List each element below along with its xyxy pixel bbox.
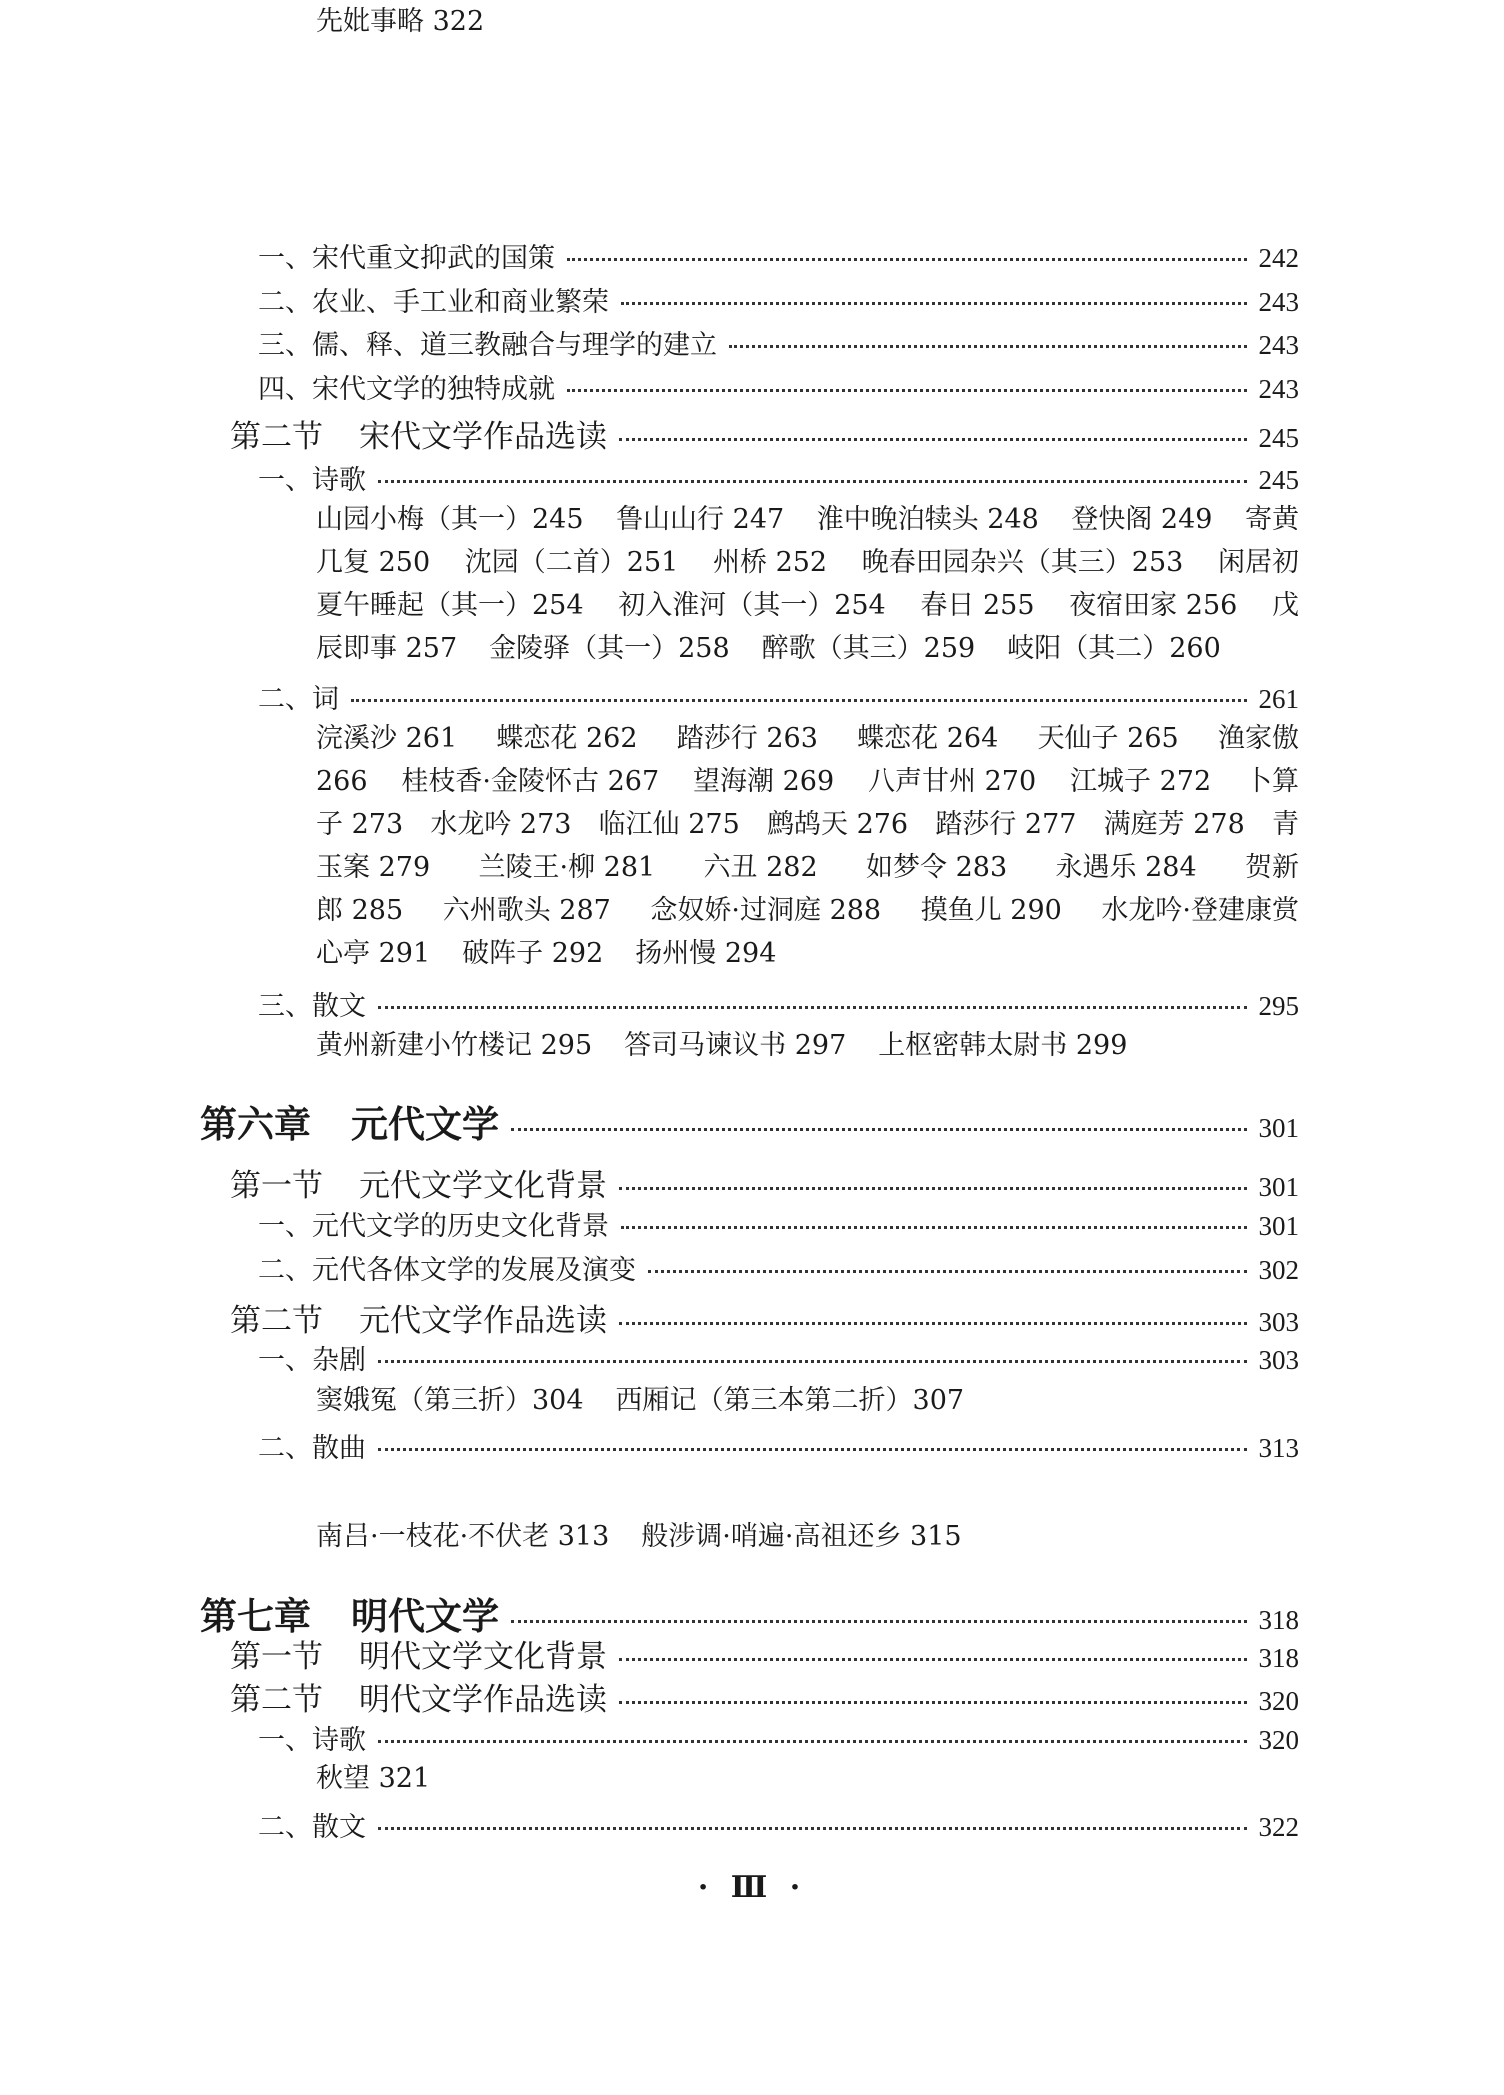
works-line <box>316 1515 1299 1558</box>
work-title[interactable]: 秋望 321 <box>316 1763 431 1794</box>
dot-leader <box>378 1827 1247 1830</box>
dot-leader <box>378 1740 1247 1743</box>
toc-works-list <box>316 1757 1299 1800</box>
toc-entry-number: 第二节 <box>230 1682 323 1718</box>
page-number: · Ⅲ · <box>697 1870 807 1905</box>
dot-leader <box>619 1701 1247 1704</box>
toc-entry-title: 二、散文 <box>258 1812 366 1843</box>
toc-subsection-entry[interactable] <box>258 1805 1299 1844</box>
work-title[interactable]: 踏莎行 277 <box>935 809 1077 840</box>
work-title[interactable]: 永遇乐 284 <box>1055 852 1197 883</box>
toc-entry-title: 明代文学 <box>351 1594 499 1638</box>
work-title[interactable]: 答司马谏议书 297 <box>624 1030 847 1061</box>
toc-page-number: 302 <box>1258 1255 1299 1285</box>
work-title[interactable]: 青 <box>1271 809 1299 840</box>
work-title[interactable]: 水龙吟 273 <box>430 809 572 840</box>
work-title[interactable]: 窦娥冤（第三折）304 <box>316 1385 584 1416</box>
work-title[interactable]: 266 <box>316 766 368 797</box>
toc-section-entry[interactable] <box>230 1631 1299 1676</box>
work-title[interactable]: 念奴娇·过洞庭 288 <box>650 895 882 926</box>
toc-works-list <box>316 1024 1299 1067</box>
toc-entry-title: 元代文学文化背景 <box>359 1168 607 1204</box>
toc-entry-title: 三、儒、释、道三教融合与理学的建立 <box>258 330 717 361</box>
toc-subsection-entry[interactable] <box>258 1718 1299 1757</box>
toc-works-list <box>316 0 1299 43</box>
work-title[interactable]: 浣溪沙 261 <box>316 723 458 754</box>
works-line <box>316 803 1299 846</box>
dot-leader <box>511 1128 1247 1131</box>
work-title[interactable]: 鹧鸪天 276 <box>766 809 909 840</box>
work-title[interactable]: 夏午睡起（其一）254 <box>316 590 584 621</box>
work-title[interactable]: 摸鱼儿 290 <box>920 895 1062 926</box>
work-title[interactable]: 如梦令 283 <box>866 852 1008 883</box>
work-title[interactable]: 郎 285 <box>316 895 404 926</box>
toc-page-number: 243 <box>1258 287 1299 317</box>
work-title[interactable]: 州桥 252 <box>712 547 828 578</box>
work-title[interactable]: 沈园（二首）251 <box>464 547 679 578</box>
work-title[interactable]: 岐阳（其二）260 <box>1007 633 1221 664</box>
toc-page-number: 295 <box>1258 991 1299 1021</box>
toc-page-number: 303 <box>1258 1345 1299 1375</box>
work-title[interactable]: 天仙子 265 <box>1037 723 1179 754</box>
toc-page-number: 313 <box>1258 1433 1299 1463</box>
work-title[interactable]: 南吕·一枝花·不伏老 313 <box>316 1521 610 1552</box>
toc-entry-title: 三、散文 <box>258 991 366 1022</box>
toc-entry-title: 一、杂剧 <box>258 1345 366 1376</box>
works-line <box>316 846 1299 889</box>
work-title[interactable]: 踏莎行 263 <box>676 723 818 754</box>
toc-subsection-entry[interactable] <box>258 1204 1299 1243</box>
toc-entry-title: 明代文学作品选读 <box>359 1682 607 1718</box>
work-title[interactable]: 上枢密韩太尉书 299 <box>878 1030 1128 1061</box>
dot-leader <box>378 1006 1247 1009</box>
works-line <box>316 1024 1299 1067</box>
work-title[interactable]: 水龙吟·登建康赏 <box>1101 895 1299 926</box>
dot-leader <box>619 438 1247 441</box>
works-line <box>316 627 1299 670</box>
works-line <box>316 717 1299 760</box>
toc-section-entry[interactable] <box>230 411 1299 456</box>
toc-section-entry[interactable] <box>230 1295 1299 1340</box>
toc-entry-title: 一、元代文学的历史文化背景 <box>258 1211 609 1242</box>
toc-entry-title: 一、诗歌 <box>258 465 366 496</box>
toc-subsection-entry[interactable] <box>258 1426 1299 1465</box>
work-title[interactable]: 醉歌（其三）259 <box>761 633 976 664</box>
toc-page-number: 242 <box>1258 243 1299 273</box>
work-title[interactable]: 金陵驿（其一）258 <box>489 633 730 664</box>
work-title[interactable]: 夜宿田家 256 <box>1069 590 1238 621</box>
work-title[interactable]: 鲁山山行 247 <box>616 504 785 535</box>
dot-leader <box>378 1448 1247 1451</box>
toc-page-number: 320 <box>1258 1725 1299 1755</box>
work-title[interactable]: 几复 250 <box>316 547 431 578</box>
dot-leader <box>378 480 1247 483</box>
works-line <box>316 541 1299 584</box>
dot-leader <box>567 258 1247 261</box>
toc-entry-number: 第一节 <box>230 1168 323 1204</box>
toc-subsection-entry[interactable] <box>258 1248 1299 1287</box>
toc-works-list <box>316 717 1299 975</box>
toc-entry-number: 第二节 <box>230 419 323 455</box>
work-title[interactable]: 玉案 279 <box>316 852 431 883</box>
toc-subsection-entry[interactable] <box>258 458 1299 497</box>
work-title[interactable]: 寄黄 <box>1244 504 1299 535</box>
work-title[interactable]: 初入淮河（其一）254 <box>618 590 886 621</box>
toc-entry-title: 一、宋代重文抑武的国策 <box>258 243 555 274</box>
toc-entry-title: 四、宋代文学的独特成就 <box>258 374 555 405</box>
toc-entry-number: 第二节 <box>230 1303 323 1339</box>
toc-chapter-entry[interactable] <box>200 1094 1299 1148</box>
toc-entry-title: 二、元代各体文学的发展及演变 <box>258 1255 636 1286</box>
toc-entry-title: 宋代文学作品选读 <box>359 419 607 455</box>
toc-section-entry[interactable] <box>230 1160 1299 1205</box>
work-title[interactable]: 桂枝香·金陵怀古 267 <box>401 766 660 797</box>
toc-subsection-entry[interactable] <box>258 367 1299 406</box>
work-title[interactable]: 满庭芳 278 <box>1103 809 1245 840</box>
toc-entry-number: 第七章 <box>200 1594 311 1638</box>
work-title[interactable]: 蝶恋花 264 <box>857 723 999 754</box>
toc-works-list <box>316 1379 1299 1422</box>
toc-page-number: 318 <box>1258 1643 1299 1673</box>
work-title[interactable]: 临江仙 275 <box>598 809 740 840</box>
work-title[interactable]: 先妣事略 322 <box>316 6 485 37</box>
dot-leader <box>621 1226 1247 1229</box>
toc-works-list <box>316 498 1299 670</box>
work-title[interactable]: 晚春田园杂兴（其三）253 <box>861 547 1184 578</box>
works-line <box>316 1379 1299 1422</box>
work-title[interactable]: 般涉调·哨遍·高祖还乡 315 <box>641 1521 962 1552</box>
work-title[interactable]: 蝶恋花 262 <box>496 723 638 754</box>
dot-leader <box>648 1270 1247 1273</box>
work-title[interactable]: 破阵子 292 <box>462 938 604 969</box>
work-title[interactable]: 六州歌头 287 <box>442 895 611 926</box>
dot-leader <box>567 389 1247 392</box>
toc-subsection-entry[interactable] <box>258 323 1299 362</box>
dot-leader <box>378 1360 1247 1363</box>
toc-entry-title: 元代文学作品选读 <box>359 1303 607 1339</box>
toc-entry-title: 二、散曲 <box>258 1433 366 1464</box>
work-title[interactable]: 子 273 <box>316 809 404 840</box>
toc-works-list <box>316 1515 1299 1558</box>
toc-subsection-entry[interactable] <box>258 1338 1299 1377</box>
work-title[interactable]: 西厢记（第三本第二折）307 <box>615 1385 965 1416</box>
work-title[interactable]: 戊 <box>1271 590 1299 621</box>
works-line <box>316 584 1299 627</box>
toc-entry-title: 二、农业、手工业和商业繁荣 <box>258 287 609 318</box>
toc-section-entry[interactable] <box>230 1674 1299 1719</box>
dot-leader <box>511 1620 1247 1623</box>
toc-page-number: 318 <box>1258 1605 1299 1635</box>
works-line <box>316 889 1299 932</box>
work-title[interactable]: 兰陵王·柳 281 <box>478 852 656 883</box>
toc-page-number: 245 <box>1258 423 1299 453</box>
dot-leader <box>619 1322 1247 1325</box>
toc-page-number: 243 <box>1258 374 1299 404</box>
toc-page-number: 320 <box>1258 1686 1299 1716</box>
toc-page-number: 303 <box>1258 1307 1299 1337</box>
work-title[interactable]: 心亭 291 <box>316 938 431 969</box>
toc-entry-title: 元代文学 <box>351 1102 499 1146</box>
toc-subsection-entry[interactable] <box>258 677 1299 716</box>
works-line <box>316 1757 1299 1800</box>
work-title[interactable]: 六丑 282 <box>703 852 818 883</box>
toc-subsection-entry[interactable] <box>258 236 1299 275</box>
toc-subsection-entry[interactable] <box>258 280 1299 319</box>
work-title[interactable]: 登快阁 249 <box>1071 504 1213 535</box>
toc-entry-title: 二、词 <box>258 684 339 715</box>
work-title[interactable]: 贺新 <box>1245 852 1299 883</box>
toc-page-number: 301 <box>1258 1113 1299 1143</box>
toc-entry-number: 第六章 <box>200 1102 311 1146</box>
toc-page-number: 301 <box>1258 1211 1299 1241</box>
work-title[interactable]: 山园小梅（其一）245 <box>316 504 584 535</box>
work-title[interactable]: 卜算 <box>1245 766 1299 797</box>
work-title[interactable]: 黄州新建小竹楼记 295 <box>316 1030 593 1061</box>
dot-leader <box>619 1187 1247 1190</box>
dot-leader <box>619 1658 1247 1661</box>
toc-subsection-entry[interactable] <box>258 984 1299 1023</box>
works-line <box>316 0 1299 43</box>
work-title[interactable]: 辰即事 257 <box>316 633 458 664</box>
work-title[interactable]: 闲居初 <box>1217 547 1299 578</box>
toc-page-number: 243 <box>1258 330 1299 360</box>
toc-page-number: 261 <box>1258 684 1299 714</box>
work-title[interactable]: 扬州慢 294 <box>635 938 777 969</box>
work-title[interactable]: 渔家傲 <box>1217 723 1299 754</box>
work-title[interactable]: 望海潮 269 <box>693 766 835 797</box>
works-line <box>316 498 1299 541</box>
toc-entry-number: 第一节 <box>230 1639 323 1675</box>
work-title[interactable]: 春日 255 <box>920 590 1035 621</box>
dot-leader <box>729 345 1247 348</box>
dot-leader <box>351 699 1247 702</box>
work-title[interactable]: 淮中晚泊犊头 248 <box>816 504 1039 535</box>
works-line <box>316 760 1299 803</box>
toc-entry-title: 明代文学文化背景 <box>359 1639 607 1675</box>
work-title[interactable]: 八声甘州 270 <box>868 766 1037 797</box>
works-line <box>316 932 1299 975</box>
toc-page-number: 301 <box>1258 1172 1299 1202</box>
toc-page-number: 245 <box>1258 465 1299 495</box>
toc-page-number: 322 <box>1258 1812 1299 1842</box>
toc-entry-title: 一、诗歌 <box>258 1725 366 1756</box>
work-title[interactable]: 江城子 272 <box>1070 766 1212 797</box>
dot-leader <box>621 302 1247 305</box>
